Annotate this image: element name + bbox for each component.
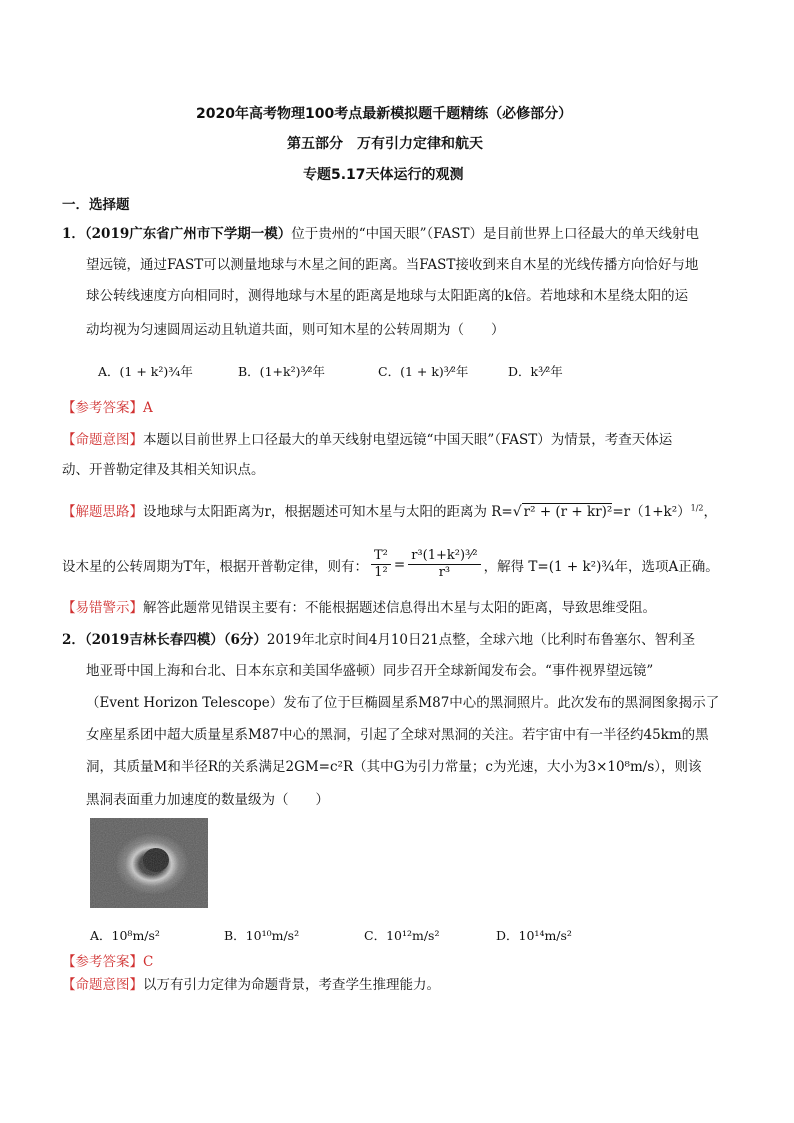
question-2-line-1: 2．（2019吉林长春四模）（6分）2019年北京时间4月10日21点整，全球六地（比利时布鲁塞尔、智利圣 xyxy=(62,632,696,648)
intent-label: 【命题意图】 xyxy=(62,432,143,448)
option-c: C．(1 + k)³⁄²年 xyxy=(378,364,469,379)
question-number: 1． xyxy=(62,226,85,242)
black-hole-image xyxy=(90,818,208,908)
question-1-line-3: 球公转线速度方向相同时，测得地球与木星的距离是地球与太阳距离的k倍。若地球和木星绕太阳的运 xyxy=(86,288,689,304)
black-hole-photo xyxy=(90,818,208,908)
section-heading: 一．选择题 xyxy=(62,197,130,213)
option-a: A．10⁸m/s² xyxy=(90,928,160,943)
error-warning-line: 【易错警示】解答此题常见错误主要有：不能根据题述信息得出木星与太阳的距离，导致思维受阻。 xyxy=(62,600,656,616)
option-b: B．10¹⁰m/s² xyxy=(224,928,300,943)
answer-value: A xyxy=(143,400,153,416)
exponent: 1/2 xyxy=(690,503,704,513)
part-title: 第五部分 万有引力定律和航天 xyxy=(287,136,483,152)
option-b: B．(1+k²)³⁄²年 xyxy=(238,364,326,379)
question-source: （2019广东省广州市下学期一模） xyxy=(84,226,292,242)
solution-line-2: 设木星的公转周期为T年，根据开普勒定律，则有： $\frac{\text{T²}}{\text{1²}}$ = $\frac{\text{r³(1+k²)³⁄²}}{\text{r³}}$ ，解得 T=(1 + k²)¾年，选项A正确。 xyxy=(62,548,719,580)
topic-title: 专题5.17天体运行的观测 xyxy=(303,167,464,183)
intent-label: 【命题意图】 xyxy=(62,977,143,993)
question-1-line-1: 1．（2019广东省广州市下学期一模）位于贵州的“中国天眼”（FAST）是目前世界上口径最大的单天线射电 xyxy=(62,226,699,242)
solution-label: 【解题思路】 xyxy=(62,504,143,520)
answer-line xyxy=(62,950,153,970)
answer-label: 【参考答案】 xyxy=(62,400,143,416)
option-a: A．(1 + k²)¾年 xyxy=(98,364,193,379)
intent-line-2: 动、开普勒定律及其相关知识点。 xyxy=(62,462,265,478)
question-2-line-4: 女座星系团中超大质量星系M87中心的黑洞，引起了全球对黑洞的关注。若宇宙中有一半径约45km的黑 xyxy=(86,727,709,743)
option-c: C．10¹²m/s² xyxy=(364,928,440,943)
intent-line: 【命题意图】以万有引力定律为命题背景，考查学生推理能力。 xyxy=(62,977,440,993)
question-2-line-5: 洞，其质量M和半径R的关系满足2GM=c²R（其中G为引力常量；c为光速，大小为3×10⁸m/s），则该 xyxy=(86,759,702,775)
question-source: （2019吉林长春四模）（6分） xyxy=(84,632,267,648)
fraction-rhs: $\frac{\text{r³(1+k²)³⁄²}}{\text{r³}}$ xyxy=(408,548,480,581)
answer-label: 【参考答案】 xyxy=(62,954,143,970)
error-label: 【易错警示】 xyxy=(62,600,143,616)
doc-title: 2020年高考物理100考点最新模拟题千题精练（必修部分） xyxy=(196,106,573,122)
option-d: D．10¹⁴m/s² xyxy=(496,928,572,943)
option-d: D．k³⁄²年 xyxy=(508,364,563,379)
question-1-line-4: 动均视为匀速圆周运动且轨道共面，则可知木星的公转周期为（ ） xyxy=(86,322,505,338)
fraction-lhs: $\frac{\text{T²}}{\text{1²}}$ xyxy=(371,548,391,581)
intent-line-1: 【命题意图】本题以目前世界上口径最大的单天线射电望远镜“中国天眼”（FAST）为情景，考查天体运 xyxy=(62,432,673,448)
radicand: r² + (r + kr)² xyxy=(523,504,613,520)
question-2-line-3: （Event Horizon Telescope）发布了位于巨椭圆星系M87中心的黑洞照片。此次发布的黑洞图象揭示了 xyxy=(86,695,720,711)
solution-line-1: 【解题思路】设地球与太阳距离为r，根据题述可知木星与太阳的距离为 R=√ $r^2 + (r + kr)^2=r(1+k^2)^{1/2}$， xyxy=(62,503,717,520)
question-1-line-2: 望远镜，通过FAST可以测量地球与木星之间的距离。当FAST接收到来自木星的光线传播方向恰好与地 xyxy=(86,257,699,273)
answer-line xyxy=(62,396,153,416)
question-number: 2． xyxy=(62,632,85,648)
question-2-line-6: 黑洞表面重力加速度的数量级为（ ） xyxy=(86,792,329,808)
question-2-line-2: 地亚哥中国上海和台北、日本东京和美国华盛顿）同步召开全球新闻发布会。“事件视界望远镜” xyxy=(86,663,654,679)
answer-value: C xyxy=(143,954,154,970)
